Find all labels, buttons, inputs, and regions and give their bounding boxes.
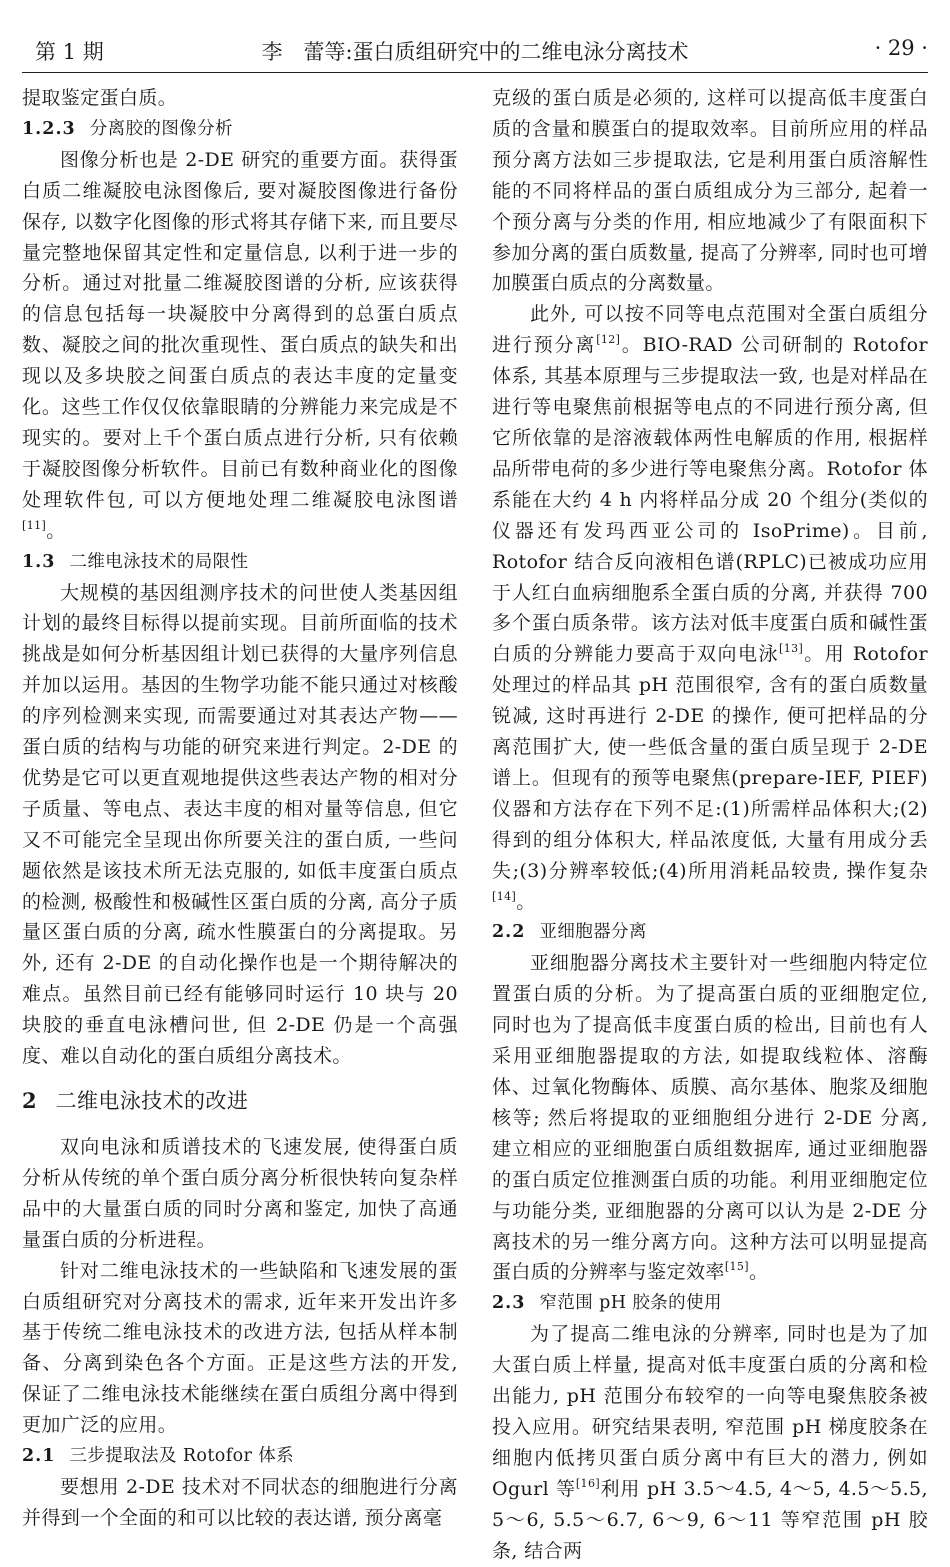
paragraph-end: 。 (749, 1261, 769, 1284)
section-number: 2.1 (22, 1446, 56, 1467)
paragraph: 双向电泳和质谱技术的飞速发展, 使得蛋白质分析从传统的单个蛋白质分离分析很快转向复杂样品中的大量蛋白质的同时分离和鉴定, 加快了高通量蛋白质的分析进程。 (22, 1136, 458, 1251)
section-title: 二维电泳技术的局限性 (69, 551, 249, 572)
paragraph: 大规模的基因组测序技术的问世使人类基因组计划的最终目标得以提前实现。目前所面临的技术挑战是如何分析基因组计划已获得的大量序列信息并加以运用。基因的生物学功能不能只通过对核酸的序列检测来实现, 而需要通过对其表达产物——蛋白质的结构与功能的研究来进行判定。2-DE 的优势是它可以更直观地提供这些表达产物的相对分子质量、等电点、表达丰度的相对量等信息, 但它又不可能完全呈现出你所要关注的蛋白质, 一些问题依然是该技术所无法克服的, 如低丰度蛋白质点的检测, 极酸性和极碱性区蛋白质的分离, 高分子质量区蛋白质的分离, 疏水性膜蛋白的分离提取。另外, 还有 2-DE 的自动化操作也是一个期待解决的难点。虽然目前已经有能够同时运行 10 块与 20 块胶的垂直电泳槽问世, 但 2-DE 仍是一个高强度、难以自动化的蛋白质组分离技术。 (22, 581, 458, 1068)
paragraph: 克级的蛋白质是必须的, 这样可以提高低丰度蛋白质的含量和膜蛋白的提取效率。目前所应用的样品预分离方法如三步提取法, 它是利用蛋白质溶解性能的不同将样品的蛋白质组成分为三部分, 起着一个预分离与分类的作用, 相应地减少了有限面积下参加分离的蛋白质数量, 提高了分辨率, 同时也可增加膜蛋白质点的分离数量。 (492, 87, 928, 295)
paragraph-text: 利用 pH 3.5～4.5, 4～5, 4.5～5.5, 5～6, 5.5～6.7, 6～9, 6～11 等窄范围 pH 胶条, 结合两 (492, 1477, 928, 1562)
paragraph-text: 。用 Rotofor 处理过的样品其 pH 范围很窄, 含有的蛋白质数量锐减, 这时再进行 2-DE 的操作, 便可把样品的分离范围扩大, 使一些低含量的蛋白质呈现于 2-DE 谱上。但现有的预等电聚焦(prepare-IEF, PIEF)仪器和方法存在下列不足:(1)所需样品体积大;(2)得到的组分体积大, 样品浓度低, 大量有用成分丢失;(3)分辨率较低;(4)所用消耗品较贵, 操作复杂 (492, 643, 928, 882)
section-title: 窄范围 pH 胶条的使用 (539, 1293, 722, 1314)
right-column (492, 83, 928, 1567)
citation: [13] (779, 642, 804, 656)
section-number: 2.3 (492, 1293, 526, 1314)
paragraph-text: 亚细胞器分离技术主要针对一些细胞内特定位置蛋白质的分析。为了提高蛋白质的亚细胞定位, 同时也为了提高低丰度蛋白质的检出, 目前也有人采用亚细胞器提取的方法, 如提取线粒体、溶酶体、过氧化物酶体、质膜、高尔基体、胞浆及细胞核等; 然后将提取的亚细胞组分进行 2-DE 分离, 建立相应的亚细胞蛋白质组数据库, 通过亚细胞器的蛋白质定位推测蛋白质的功能。利用亚细胞定位与功能分类, 亚细胞器的分离可以认为是 2-DE 分离技术的另一维分离方向。这种方法可以明显提高蛋白质的分辨率与鉴定效率 (492, 952, 928, 1284)
citation: [12] (596, 333, 621, 347)
paragraph-end: 。 (516, 890, 536, 913)
paragraph: 提取鉴定蛋白质。 (22, 87, 178, 109)
citation: [15] (724, 1260, 749, 1274)
section-title: 分离胶的图像分析 (89, 118, 233, 139)
paragraph-text: 此外, 可以按不同等电点范围对全蛋白质组分进行预分离 (492, 303, 928, 357)
paragraph (22, 145, 458, 547)
section-title: 二维电泳技术的改进 (55, 1089, 249, 1113)
section-number: 2.2 (492, 922, 526, 943)
paragraph: 要想用 2-DE 技术对不同状态的细胞进行分离并得到一个全面的和可以比较的表达谱, 预分离毫 (22, 1475, 458, 1529)
paragraph (492, 948, 928, 1288)
section-number: 1.3 (22, 551, 56, 572)
section-heading-2-2 (492, 917, 928, 948)
running-title: 李 蕾等:蛋白质组研究中的二维电泳分离技术 (261, 40, 689, 64)
page-number: · 29 · (874, 36, 928, 60)
issue-number: 第 1 期 (35, 40, 104, 64)
paragraph: 针对二维电泳技术的一些缺陷和飞速发展的蛋白质组研究对分离技术的需求, 近年来开发出许多基于传统二维电泳技术的改进方法, 包括从样本制备、分离到染色各个方面。正是这些方法的开发, 保证了二维电泳技术能继续在蛋白质组分离中得到更加广泛的应用。 (22, 1259, 458, 1437)
section-number: 2 (22, 1088, 38, 1113)
paragraph-text: 。BIO-RAD 公司研制的 Rotofor 体系, 其基本原理与三步提取法一致, 也是对样品在进行等电聚焦前根据等电点的不同进行预分离, 但它所依靠的是溶液载体两性电解质的作用, 根据样品所带电荷的多少进行等电聚焦分离。Rotofor 体系能在大约 4 h 内将样品分成 20 个组分(类似的仪器还有发玛西亚公司的 IsoPrime)。目前, Rotofor 结合反向液相色谱(RPLC)已被成功应用于人红白血病细胞系全蛋白质的分离, 并获得 700 多个蛋白质条带。该方法对低丰度蛋白质和碱性蛋白质的分辨能力要高于双向电泳 (492, 334, 928, 666)
section-heading-2-3 (492, 1288, 928, 1319)
page-header (0, 0, 950, 74)
section-heading-1-2-3 (22, 114, 458, 145)
section-heading-2 (22, 1084, 458, 1118)
section-heading-1-3 (22, 547, 458, 578)
header-rule (22, 72, 928, 73)
section-title: 亚细胞器分离 (539, 922, 647, 943)
citation: [14] (492, 889, 517, 903)
left-column (22, 83, 458, 1534)
citation: [11] (22, 518, 47, 532)
section-heading-2-1 (22, 1441, 458, 1472)
paragraph (492, 299, 928, 917)
paragraph-end: 。 (46, 519, 66, 542)
section-title: 三步提取法及 Rotofor 体系 (69, 1446, 295, 1467)
paragraph-text: 为了提高二维电泳的分辨率, 同时也是为了加大蛋白质上样量, 提高对低丰度蛋白质的分离和检出能力, pH 范围分布较窄的一向等电聚焦胶条被投入应用。研究结果表明, 窄范围 pH 梯度胶条在细胞内低拷贝蛋白质分离中有巨大的潜力, 例如 Ogurl 等 (492, 1323, 928, 1500)
citation: [16] (575, 1476, 601, 1490)
paragraph-text: 图像分析也是 2-DE 研究的重要方面。获得蛋白质二维凝胶电泳图像后, 要对凝胶图像进行备份保存, 以数字化图像的形式将其存储下来, 而且要尽量完整地保留其定性和定量信息, 以利于进一步的分析。通过对批量二维凝胶图谱的分析, 应该获得的信息包括每一块凝胶中分离得到的总蛋白质点数、凝胶之间的批次重现性、蛋白质点的缺失和出现以及多块胶之间蛋白质点的表达丰度的定量变化。这些工作仅仅依靠眼睛的分辨能力来完成是不现实的。要对上千个蛋白质点进行分析, 只有依赖于凝胶图像分析软件。目前已有数种商业化的图像处理软件包, 可以方便地处理二维凝胶电泳图谱 (22, 148, 458, 511)
section-number: 1.2.3 (22, 118, 76, 139)
paragraph (492, 1319, 928, 1566)
